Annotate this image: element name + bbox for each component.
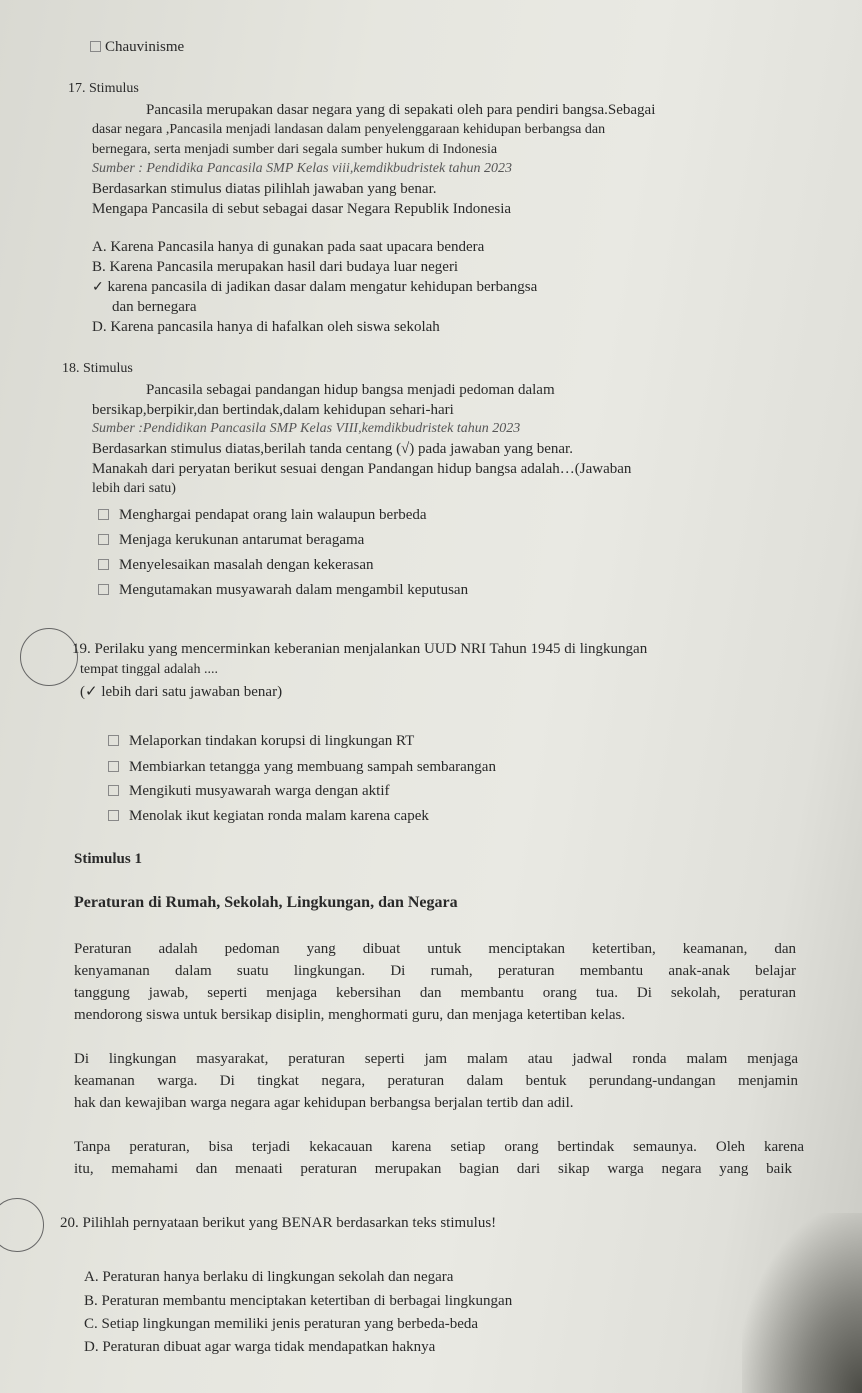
checkbox[interactable] <box>98 559 109 570</box>
option-text: Menghargai pendapat orang lain walaupun berbeda <box>119 507 427 523</box>
q17-source: Sumber : Pendidika Pancasila SMP Kelas viii,kemdikbudristek tahun 2023 <box>92 161 513 176</box>
q16-option-d[interactable] <box>90 38 184 56</box>
q17-instruction: Berdasarkan stimulus diatas pilihlah jawaban yang benar. <box>92 181 437 197</box>
q17-option-d[interactable]: D. Karena pancasila hanya di hafalkan oleh siswa sekolah <box>92 319 440 335</box>
option-text: Mengikuti musyawarah warga dengan aktif <box>129 783 390 799</box>
stimulus-paragraph-line: kenyamanan dalam suatu lingkungan. Di rumah, peraturan membantu anak-anak belajar <box>74 963 796 979</box>
q17-option-a[interactable]: A. Karena Pancasila hanya di gunakan pada saat upacara bendera <box>92 239 485 255</box>
question-text: 20. Pilihlah pernyataan berikut yang BENAR berdasarkan teks stimulus! <box>60 1215 497 1231</box>
hand-drawn-circle <box>20 628 78 686</box>
page-shadow <box>742 1213 862 1393</box>
q18-source: Sumber :Pendidikan Pancasila SMP Kelas VIII,kemdikbudristek tahun 2023 <box>92 421 521 436</box>
q19-note: (✓ lebih dari satu jawaban benar) <box>80 684 283 700</box>
q20-question <box>60 1214 496 1232</box>
q19-option[interactable] <box>108 758 496 776</box>
checkmark-icon: ✓ <box>92 280 104 295</box>
q20-option-a[interactable]: A. Peraturan hanya berlaku di lingkungan sekolah dan negara <box>84 1269 454 1285</box>
stimulus-paragraph-line: mendorong siswa untuk bersikap disiplin, menghormati guru, dan menjaga ketertiban kelas. <box>74 1007 626 1023</box>
checkbox[interactable] <box>108 735 119 746</box>
q18-stimulus-line: Pancasila sebagai pandangan hidup bangsa menjadi pedoman dalam <box>146 382 555 398</box>
option-text: karena pancasila di jadikan dasar dalam mengatur kehidupan berbangsa <box>107 279 538 295</box>
stimulus-paragraph-line: Peraturan adalah pedoman yang dibuat untuk menciptakan ketertiban, keamanan, dan <box>74 941 796 957</box>
q17-heading: 17. Stimulus <box>68 81 139 96</box>
hand-drawn-circle <box>0 1198 44 1252</box>
q18-question-cont: lebih dari satu) <box>92 481 176 496</box>
stimulus-paragraph-line: Tanpa peraturan, bisa terjadi kekacauan karena setiap orang bertindak semaunya. Oleh karena <box>74 1139 804 1155</box>
checkbox[interactable] <box>108 785 119 796</box>
q18-heading: 18. Stimulus <box>62 361 133 376</box>
q19-option[interactable] <box>108 732 414 750</box>
q18-option[interactable] <box>98 531 364 549</box>
q17-option-c[interactable] <box>92 278 537 297</box>
q17-stimulus-line: bernegara, serta menjadi sumber dari segala sumber hukum di Indonesia <box>92 142 498 157</box>
q17-option-c-cont: dan bernegara <box>112 299 197 315</box>
stimulus-paragraph-line: hak dan kewajiban warga negara agar kehidupan berbangsa berjalan tertib dan adil. <box>74 1095 574 1111</box>
q17-option-b[interactable]: B. Karena Pancasila merupakan hasil dari budaya luar negeri <box>92 259 459 275</box>
checkbox[interactable] <box>98 584 109 595</box>
stimulus-paragraph-line: itu, memahami dan menaati peraturan merupakan bagian dari sikap warga negara yang baik <box>74 1161 792 1177</box>
option-text: Chauvinisme <box>105 39 185 55</box>
q19-question-cont: tempat tinggal adalah .... <box>80 662 219 677</box>
q18-instruction: Berdasarkan stimulus diatas,berilah tanda centang (√) pada jawaban yang benar. <box>92 441 573 457</box>
q18-option[interactable] <box>98 581 468 599</box>
option-text: Melaporkan tindakan korupsi di lingkungan RT <box>129 733 415 749</box>
stimulus-paragraph-line: tanggung jawab, seperti menjaga kebersihan dan membantu orang tua. Di sekolah, peraturan <box>74 985 796 1001</box>
q19-question: 19. Perilaku yang mencerminkan keberanian menjalankan UUD NRI Tahun 1945 di lingkungan <box>72 641 648 657</box>
q18-stimulus-line: bersikap,berpikir,dan bertindak,dalam kehidupan sehari-hari <box>92 402 454 418</box>
checkbox[interactable] <box>90 41 101 52</box>
checkbox[interactable] <box>108 761 119 772</box>
q19-option[interactable] <box>108 807 429 825</box>
option-text: Membiarkan tetangga yang membuang sampah sembarangan <box>129 759 496 775</box>
q18-option[interactable] <box>98 556 373 574</box>
option-text: Menyelesaikan masalah dengan kekerasan <box>119 557 374 573</box>
checkbox[interactable] <box>98 534 109 545</box>
stimulus-paragraph-line: keamanan warga. Di tingkat negara, peraturan dalam bentuk perundang-undangan menjamin <box>74 1073 798 1089</box>
q18-option[interactable] <box>98 506 427 524</box>
q18-question: Manakah dari peryatan berikut sesuai dengan Pandangan hidup bangsa adalah…(Jawaban <box>92 461 632 477</box>
q17-stimulus-line: dasar negara ,Pancasila menjadi landasan dalam penyelenggaraan kehidupan berbangsa dan <box>92 122 606 137</box>
option-text: Mengutamakan musyawarah dalam mengambil keputusan <box>119 582 469 598</box>
q17-stimulus-line: Pancasila merupakan dasar negara yang di sepakati oleh para pendiri bangsa.Sebagai <box>146 102 656 118</box>
q20-option-c[interactable]: C. Setiap lingkungan memiliki jenis peraturan yang berbeda-beda <box>84 1316 479 1332</box>
checkbox[interactable] <box>98 509 109 520</box>
option-text: Menolak ikut kegiatan ronda malam karena capek <box>129 808 429 824</box>
checkbox[interactable] <box>108 810 119 821</box>
stimulus-title: Peraturan di Rumah, Sekolah, Lingkungan, dan Negara <box>74 894 458 911</box>
option-text: Menjaga kerukunan antarumat beragama <box>119 532 365 548</box>
q19-option[interactable] <box>108 782 389 800</box>
stimulus-paragraph-line: Di lingkungan masyarakat, peraturan seperti jam malam atau jadwal ronda malam menjaga <box>74 1051 798 1067</box>
q17-question: Mengapa Pancasila di sebut sebagai dasar Negara Republik Indonesia <box>92 201 512 217</box>
q20-option-b[interactable]: B. Peraturan membantu menciptakan ketertiban di berbagai lingkungan <box>84 1293 513 1309</box>
stimulus-label: Stimulus 1 <box>74 851 142 867</box>
q20-option-d[interactable]: D. Peraturan dibuat agar warga tidak mendapatkan haknya <box>84 1339 436 1355</box>
